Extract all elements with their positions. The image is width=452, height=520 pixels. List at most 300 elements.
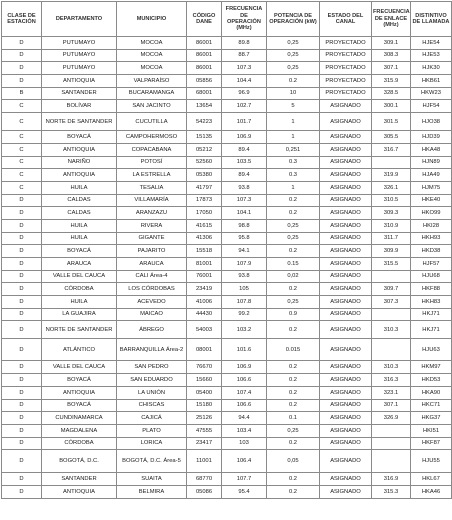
link-frequency-cell: 323.1 bbox=[372, 386, 411, 399]
table-row bbox=[2, 412, 452, 425]
station-class-cell: C bbox=[2, 181, 42, 194]
station-class-cell: C bbox=[2, 100, 42, 113]
dane-code-cell: 15135 bbox=[187, 131, 222, 144]
operating-frequency-cell: 103.5 bbox=[222, 156, 267, 169]
header-channel-status: ESTADO DEL CANAL bbox=[320, 2, 372, 37]
call-sign-cell: HKD38 bbox=[411, 245, 452, 258]
operating-power-cell: 0.1 bbox=[267, 412, 320, 425]
operating-frequency-cell: 93.8 bbox=[222, 270, 267, 283]
operating-power-cell: 0,25 bbox=[267, 232, 320, 245]
department-cell: ANTIOQUIA bbox=[42, 75, 117, 88]
header-dane-code: CÓDIGO DANE bbox=[187, 2, 222, 37]
operating-power-cell: 0.2 bbox=[267, 399, 320, 412]
department-cell: ANTIOQUIA bbox=[42, 386, 117, 399]
dane-code-cell: 13654 bbox=[187, 100, 222, 113]
station-class-cell: B bbox=[2, 87, 42, 100]
link-frequency-cell: 307.1 bbox=[372, 399, 411, 412]
link-frequency-cell: 310.3 bbox=[372, 321, 411, 339]
operating-frequency-cell: 103.4 bbox=[222, 424, 267, 437]
station-class-cell: D bbox=[2, 62, 42, 75]
operating-frequency-cell: 107.4 bbox=[222, 386, 267, 399]
operating-power-cell: 1 bbox=[267, 113, 320, 131]
department-cell: BOYACÁ bbox=[42, 374, 117, 387]
table-row bbox=[2, 283, 452, 296]
municipality-cell: ÁBREGO bbox=[117, 321, 187, 339]
operating-power-cell: 0.2 bbox=[267, 194, 320, 207]
dane-code-cell: 08001 bbox=[187, 339, 222, 361]
channel-status-cell: PROYECTADO bbox=[320, 87, 372, 100]
channel-status-cell: ASIGNADO bbox=[320, 296, 372, 309]
operating-frequency-cell: 89.8 bbox=[222, 37, 267, 50]
operating-frequency-cell: 106.6 bbox=[222, 399, 267, 412]
channel-status-cell: PROYECTADO bbox=[320, 75, 372, 88]
department-cell: BOYACÁ bbox=[42, 245, 117, 258]
department-cell: NORTE DE SANTANDER bbox=[42, 321, 117, 339]
department-cell: ANTIOQUIA bbox=[42, 485, 117, 498]
operating-frequency-cell: 94.1 bbox=[222, 245, 267, 258]
link-frequency-cell: 326.1 bbox=[372, 181, 411, 194]
channel-status-cell: PROYECTADO bbox=[320, 49, 372, 62]
operating-power-cell: 1 bbox=[267, 181, 320, 194]
table-header-row bbox=[2, 2, 452, 37]
municipality-cell: VILLAMARÍA bbox=[117, 194, 187, 207]
operating-power-cell: 0.2 bbox=[267, 386, 320, 399]
table-row bbox=[2, 258, 452, 271]
dane-code-cell: 41306 bbox=[187, 232, 222, 245]
station-class-cell: D bbox=[2, 412, 42, 425]
operating-power-cell: 0,25 bbox=[267, 62, 320, 75]
department-cell: ATLÁNTICO bbox=[42, 339, 117, 361]
operating-frequency-cell: 105 bbox=[222, 283, 267, 296]
table-row bbox=[2, 450, 452, 473]
department-cell: NORTE DE SANTANDER bbox=[42, 113, 117, 131]
municipality-cell: ARANZAZU bbox=[117, 207, 187, 220]
link-frequency-cell: 315.9 bbox=[372, 75, 411, 88]
table-row bbox=[2, 113, 452, 131]
dane-code-cell: 17050 bbox=[187, 207, 222, 220]
operating-frequency-cell: 107.9 bbox=[222, 258, 267, 271]
operating-frequency-cell: 106.6 bbox=[222, 374, 267, 387]
municipality-cell: CUCUTILLA bbox=[117, 113, 187, 131]
link-frequency-cell: 326.9 bbox=[372, 412, 411, 425]
dane-code-cell: 25126 bbox=[187, 412, 222, 425]
operating-power-cell: 10 bbox=[267, 87, 320, 100]
station-class-cell: D bbox=[2, 321, 42, 339]
table-row bbox=[2, 399, 452, 412]
department-cell: PUTUMAYO bbox=[42, 62, 117, 75]
channel-status-cell: ASIGNADO bbox=[320, 361, 372, 374]
operating-frequency-cell: 99.2 bbox=[222, 308, 267, 321]
link-frequency-cell: 310.3 bbox=[372, 361, 411, 374]
operating-frequency-cell: 98.8 bbox=[222, 219, 267, 232]
dane-code-cell: 81001 bbox=[187, 258, 222, 271]
link-frequency-cell: 300.1 bbox=[372, 100, 411, 113]
municipality-cell: CAMPOHERMOSO bbox=[117, 131, 187, 144]
call-sign-cell: HKB61 bbox=[411, 75, 452, 88]
call-sign-cell: HKF87 bbox=[411, 437, 452, 450]
department-cell: ANTIOQUIA bbox=[42, 169, 117, 182]
call-sign-cell: HKJ71 bbox=[411, 308, 452, 321]
channel-status-cell: ASIGNADO bbox=[320, 339, 372, 361]
station-class-cell: D bbox=[2, 374, 42, 387]
department-cell: HUILA bbox=[42, 232, 117, 245]
table-row bbox=[2, 270, 452, 283]
dane-code-cell: 05856 bbox=[187, 75, 222, 88]
table-row bbox=[2, 169, 452, 182]
table-body bbox=[2, 37, 452, 499]
station-class-cell: C bbox=[2, 169, 42, 182]
department-cell: CÓRDOBA bbox=[42, 283, 117, 296]
municipality-cell: PLATO bbox=[117, 424, 187, 437]
dane-code-cell: 05212 bbox=[187, 143, 222, 156]
channel-status-cell: ASIGNADO bbox=[320, 473, 372, 486]
dane-code-cell: 44430 bbox=[187, 308, 222, 321]
operating-power-cell: 0.3 bbox=[267, 156, 320, 169]
channel-status-cell: ASIGNADO bbox=[320, 308, 372, 321]
dane-code-cell: 68770 bbox=[187, 473, 222, 486]
dane-code-cell: 76001 bbox=[187, 270, 222, 283]
operating-power-cell: 0.9 bbox=[267, 308, 320, 321]
dane-code-cell: 68001 bbox=[187, 87, 222, 100]
channel-status-cell: ASIGNADO bbox=[320, 245, 372, 258]
table-row bbox=[2, 143, 452, 156]
operating-power-cell: 0,25 bbox=[267, 219, 320, 232]
department-cell: VALLE DEL CAUCA bbox=[42, 361, 117, 374]
operating-frequency-cell: 107.3 bbox=[222, 62, 267, 75]
municipality-cell: SAN JACINTO bbox=[117, 100, 187, 113]
table-row bbox=[2, 207, 452, 220]
operating-frequency-cell: 95.4 bbox=[222, 485, 267, 498]
station-class-cell: D bbox=[2, 207, 42, 220]
operating-frequency-cell: 107.3 bbox=[222, 194, 267, 207]
municipality-cell: COPACABANA bbox=[117, 143, 187, 156]
link-frequency-cell: 309.3 bbox=[372, 207, 411, 220]
link-frequency-cell: 309.7 bbox=[372, 283, 411, 296]
channel-status-cell: ASIGNADO bbox=[320, 485, 372, 498]
link-frequency-cell: 310.5 bbox=[372, 194, 411, 207]
operating-frequency-cell: 102.7 bbox=[222, 100, 267, 113]
call-sign-cell: HKC71 bbox=[411, 399, 452, 412]
table-row bbox=[2, 485, 452, 498]
table-row bbox=[2, 321, 452, 339]
link-frequency-cell: 328.5 bbox=[372, 87, 411, 100]
channel-status-cell: ASIGNADO bbox=[320, 258, 372, 271]
station-class-cell: D bbox=[2, 450, 42, 473]
operating-frequency-cell: 103.2 bbox=[222, 321, 267, 339]
station-class-cell: C bbox=[2, 156, 42, 169]
department-cell: PUTUMAYO bbox=[42, 49, 117, 62]
operating-power-cell: 0.015 bbox=[267, 339, 320, 361]
municipality-cell: MAICAO bbox=[117, 308, 187, 321]
operating-power-cell: 0.2 bbox=[267, 473, 320, 486]
department-cell: SANTANDER bbox=[42, 87, 117, 100]
table-row bbox=[2, 49, 452, 62]
operating-power-cell: 0,25 bbox=[267, 49, 320, 62]
table-row bbox=[2, 194, 452, 207]
channel-status-cell: PROYECTADO bbox=[320, 62, 372, 75]
channel-status-cell: ASIGNADO bbox=[320, 194, 372, 207]
municipality-cell: BARRANQUILLA Área-2 bbox=[117, 339, 187, 361]
municipality-cell: PAJARITO bbox=[117, 245, 187, 258]
department-cell: CUNDINAMARCA bbox=[42, 412, 117, 425]
table-row bbox=[2, 339, 452, 361]
operating-frequency-cell: 107.8 bbox=[222, 296, 267, 309]
station-class-cell: D bbox=[2, 219, 42, 232]
call-sign-cell: HJF54 bbox=[411, 100, 452, 113]
station-class-cell: D bbox=[2, 49, 42, 62]
table-row bbox=[2, 37, 452, 50]
operating-power-cell: 0,02 bbox=[267, 270, 320, 283]
station-class-cell: D bbox=[2, 194, 42, 207]
municipality-cell: LA UNIÓN bbox=[117, 386, 187, 399]
link-frequency-cell bbox=[372, 156, 411, 169]
header-department: DEPARTAMENTO bbox=[42, 2, 117, 37]
station-class-cell: D bbox=[2, 339, 42, 361]
dane-code-cell: 52560 bbox=[187, 156, 222, 169]
call-sign-cell: HJF57 bbox=[411, 258, 452, 271]
call-sign-cell: HJK30 bbox=[411, 62, 452, 75]
dane-code-cell: 23419 bbox=[187, 283, 222, 296]
call-sign-cell: HKI28 bbox=[411, 219, 452, 232]
station-class-cell: D bbox=[2, 308, 42, 321]
municipality-cell: TESALIA bbox=[117, 181, 187, 194]
operating-power-cell: 0.2 bbox=[267, 207, 320, 220]
channel-status-cell: PROYECTADO bbox=[320, 37, 372, 50]
dane-code-cell: 86001 bbox=[187, 49, 222, 62]
table-row bbox=[2, 296, 452, 309]
call-sign-cell: HKH83 bbox=[411, 296, 452, 309]
call-sign-cell: HJA49 bbox=[411, 169, 452, 182]
municipality-cell: MOCOA bbox=[117, 37, 187, 50]
operating-power-cell: 0.3 bbox=[267, 169, 320, 182]
operating-power-cell: 0.2 bbox=[267, 283, 320, 296]
municipality-cell: MOCOA bbox=[117, 49, 187, 62]
channel-status-cell: ASIGNADO bbox=[320, 424, 372, 437]
link-frequency-cell bbox=[372, 437, 411, 450]
operating-frequency-cell: 96.9 bbox=[222, 87, 267, 100]
link-frequency-cell: 316.3 bbox=[372, 374, 411, 387]
link-frequency-cell: 316.9 bbox=[372, 473, 411, 486]
station-class-cell: D bbox=[2, 424, 42, 437]
channel-status-cell: ASIGNADO bbox=[320, 169, 372, 182]
call-sign-cell: HKO99 bbox=[411, 207, 452, 220]
call-sign-cell: HKF88 bbox=[411, 283, 452, 296]
table-row bbox=[2, 374, 452, 387]
municipality-cell: VALPARAÍSO bbox=[117, 75, 187, 88]
channel-status-cell: ASIGNADO bbox=[320, 450, 372, 473]
call-sign-cell: HKJ71 bbox=[411, 321, 452, 339]
operating-frequency-cell: 103 bbox=[222, 437, 267, 450]
operating-power-cell: 0,25 bbox=[267, 424, 320, 437]
dane-code-cell: 11001 bbox=[187, 450, 222, 473]
frequency-table bbox=[1, 1, 452, 499]
operating-frequency-cell: 93.8 bbox=[222, 181, 267, 194]
station-class-cell: D bbox=[2, 258, 42, 271]
table-row bbox=[2, 361, 452, 374]
operating-power-cell: 5 bbox=[267, 100, 320, 113]
call-sign-cell: HJU55 bbox=[411, 450, 452, 473]
dane-code-cell: 41797 bbox=[187, 181, 222, 194]
link-frequency-cell bbox=[372, 424, 411, 437]
channel-status-cell: ASIGNADO bbox=[320, 412, 372, 425]
operating-power-cell: 0.15 bbox=[267, 258, 320, 271]
operating-frequency-cell: 89.4 bbox=[222, 169, 267, 182]
operating-frequency-cell: 104.1 bbox=[222, 207, 267, 220]
department-cell: CÓRDOBA bbox=[42, 437, 117, 450]
municipality-cell: CALI Área-4 bbox=[117, 270, 187, 283]
station-class-cell: D bbox=[2, 361, 42, 374]
table-row bbox=[2, 62, 452, 75]
municipality-cell: MOCOA bbox=[117, 62, 187, 75]
department-cell: BOYACÁ bbox=[42, 399, 117, 412]
station-class-cell: D bbox=[2, 437, 42, 450]
link-frequency-cell bbox=[372, 308, 411, 321]
channel-status-cell: ASIGNADO bbox=[320, 131, 372, 144]
channel-status-cell: ASIGNADO bbox=[320, 100, 372, 113]
department-cell: HUILA bbox=[42, 296, 117, 309]
station-class-cell: D bbox=[2, 232, 42, 245]
municipality-cell: BUCARAMANGA bbox=[117, 87, 187, 100]
dane-code-cell: 86001 bbox=[187, 62, 222, 75]
station-class-cell: D bbox=[2, 270, 42, 283]
call-sign-cell: HJN89 bbox=[411, 156, 452, 169]
dane-code-cell: 15180 bbox=[187, 399, 222, 412]
department-cell: BOLÍVAR bbox=[42, 100, 117, 113]
station-class-cell: C bbox=[2, 143, 42, 156]
operating-frequency-cell: 94.4 bbox=[222, 412, 267, 425]
call-sign-cell: HJM75 bbox=[411, 181, 452, 194]
channel-status-cell: ASIGNADO bbox=[320, 437, 372, 450]
channel-status-cell: ASIGNADO bbox=[320, 232, 372, 245]
department-cell: PUTUMAYO bbox=[42, 37, 117, 50]
table-row bbox=[2, 87, 452, 100]
channel-status-cell: ASIGNADO bbox=[320, 283, 372, 296]
link-frequency-cell: 307.1 bbox=[372, 62, 411, 75]
department-cell: ANTIOQUIA bbox=[42, 143, 117, 156]
link-frequency-cell: 301.5 bbox=[372, 113, 411, 131]
station-class-cell: D bbox=[2, 245, 42, 258]
municipality-cell: BOGOTÁ, D.C. Área-5 bbox=[117, 450, 187, 473]
link-frequency-cell bbox=[372, 339, 411, 361]
station-class-cell: C bbox=[2, 131, 42, 144]
call-sign-cell: HKA48 bbox=[411, 143, 452, 156]
link-frequency-cell: 310.9 bbox=[372, 219, 411, 232]
operating-power-cell: 0,25 bbox=[267, 296, 320, 309]
table-row bbox=[2, 473, 452, 486]
municipality-cell: SUAITA bbox=[117, 473, 187, 486]
station-class-cell: D bbox=[2, 399, 42, 412]
call-sign-cell: HKA90 bbox=[411, 386, 452, 399]
operating-power-cell: 0.2 bbox=[267, 321, 320, 339]
table-row bbox=[2, 156, 452, 169]
station-class-cell: C bbox=[2, 113, 42, 131]
call-sign-cell: HKW23 bbox=[411, 87, 452, 100]
table-row bbox=[2, 181, 452, 194]
operating-power-cell: 0.2 bbox=[267, 75, 320, 88]
operating-frequency-cell: 104.4 bbox=[222, 75, 267, 88]
operating-frequency-cell: 106.9 bbox=[222, 131, 267, 144]
call-sign-cell: HKM97 bbox=[411, 361, 452, 374]
call-sign-cell: HJD39 bbox=[411, 131, 452, 144]
table-row bbox=[2, 219, 452, 232]
municipality-cell: ARAUCA bbox=[117, 258, 187, 271]
call-sign-cell: HJU68 bbox=[411, 270, 452, 283]
dane-code-cell: 41615 bbox=[187, 219, 222, 232]
call-sign-cell: HKH93 bbox=[411, 232, 452, 245]
municipality-cell: LA ESTRELLA bbox=[117, 169, 187, 182]
municipality-cell: SAN EDUARDO bbox=[117, 374, 187, 387]
department-cell: HUILA bbox=[42, 181, 117, 194]
station-class-cell: D bbox=[2, 386, 42, 399]
operating-frequency-cell: 101.7 bbox=[222, 113, 267, 131]
table-row bbox=[2, 386, 452, 399]
municipality-cell: CAJICÁ bbox=[117, 412, 187, 425]
station-class-cell: D bbox=[2, 283, 42, 296]
municipality-cell: BELMIRA bbox=[117, 485, 187, 498]
channel-status-cell: ASIGNADO bbox=[320, 374, 372, 387]
dane-code-cell: 41006 bbox=[187, 296, 222, 309]
dane-code-cell: 86001 bbox=[187, 37, 222, 50]
table-row bbox=[2, 437, 452, 450]
operating-power-cell: 0,25 bbox=[267, 37, 320, 50]
call-sign-cell: HJE54 bbox=[411, 37, 452, 50]
frequency-table-sheet bbox=[1, 1, 451, 499]
link-frequency-cell: 307.3 bbox=[372, 296, 411, 309]
table-row bbox=[2, 131, 452, 144]
link-frequency-cell: 308.3 bbox=[372, 49, 411, 62]
operating-frequency-cell: 89.4 bbox=[222, 143, 267, 156]
department-cell: MAGDALENA bbox=[42, 424, 117, 437]
link-frequency-cell: 316.7 bbox=[372, 143, 411, 156]
operating-power-cell: 0.2 bbox=[267, 485, 320, 498]
call-sign-cell: HKD53 bbox=[411, 374, 452, 387]
call-sign-cell: HJU63 bbox=[411, 339, 452, 361]
operating-frequency-cell: 101.6 bbox=[222, 339, 267, 361]
channel-status-cell: ASIGNADO bbox=[320, 386, 372, 399]
municipality-cell: LOS CÓRDOBAS bbox=[117, 283, 187, 296]
dane-code-cell: 23417 bbox=[187, 437, 222, 450]
dane-code-cell: 15518 bbox=[187, 245, 222, 258]
department-cell: CALDAS bbox=[42, 194, 117, 207]
call-sign-cell: HKL67 bbox=[411, 473, 452, 486]
department-cell: BOGOTÁ, D.C. bbox=[42, 450, 117, 473]
channel-status-cell: ASIGNADO bbox=[320, 399, 372, 412]
station-class-cell: D bbox=[2, 485, 42, 498]
operating-frequency-cell: 106.9 bbox=[222, 361, 267, 374]
table-row bbox=[2, 100, 452, 113]
dane-code-cell: 54223 bbox=[187, 113, 222, 131]
station-class-cell: D bbox=[2, 75, 42, 88]
station-class-cell: D bbox=[2, 296, 42, 309]
department-cell: LA GUAJIRA bbox=[42, 308, 117, 321]
call-sign-cell: HKG37 bbox=[411, 412, 452, 425]
link-frequency-cell: 309.9 bbox=[372, 245, 411, 258]
channel-status-cell: ASIGNADO bbox=[320, 113, 372, 131]
call-sign-cell: HKE40 bbox=[411, 194, 452, 207]
municipality-cell: POTOSÍ bbox=[117, 156, 187, 169]
dane-code-cell: 47555 bbox=[187, 424, 222, 437]
table-row bbox=[2, 75, 452, 88]
call-sign-cell: HJO38 bbox=[411, 113, 452, 131]
link-frequency-cell bbox=[372, 270, 411, 283]
call-sign-cell: HKA46 bbox=[411, 485, 452, 498]
header-municipality: MUNICIPIO bbox=[117, 2, 187, 37]
call-sign-cell: HKI51 bbox=[411, 424, 452, 437]
operating-power-cell: 0.2 bbox=[267, 361, 320, 374]
header-station-class: CLASE DE ESTACIÓN bbox=[2, 2, 42, 37]
link-frequency-cell: 319.9 bbox=[372, 169, 411, 182]
department-cell: CALDAS bbox=[42, 207, 117, 220]
